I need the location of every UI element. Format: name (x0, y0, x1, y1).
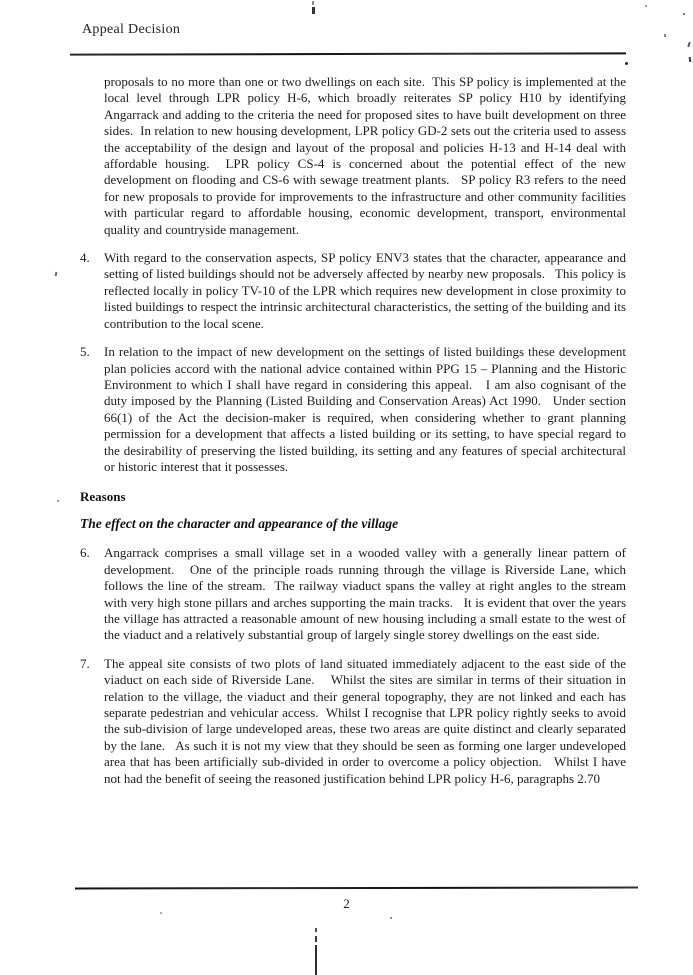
scan-artifact-speck (57, 500, 59, 502)
scan-artifact-speck (390, 917, 392, 919)
paragraph-text: Angarrack comprises a small village set in a wooded valley with a generally linear pattern of development. One of the principle roads running through the village is Riverside Lane, which follows the line of the stream. The railway viaduct spans the valley at right angles to the stream with very high stone pillars and arches supporting the main tracks. It is evident that over the years the village has attracted a reasonable amount of new housing including a small estate to the west of the viaduct and a relatively substantial group of largely single storey dwellings on the east side. (104, 545, 630, 643)
scan-artifact-speck (687, 42, 690, 47)
scan-artifact-speck (55, 272, 58, 276)
paragraph (80, 250, 630, 332)
scan-artifact-top-tick (312, 1, 314, 5)
page-title: Appeal Decision (82, 22, 181, 37)
paragraph (80, 545, 630, 643)
paragraph-number (80, 74, 104, 238)
paragraph-text: In relation to the impact of new development on the settings of listed buildings these development plan policies accord with the national advice contained within PPG 15 – Planning and the Historic Environment to which I shall have regard in considering this appeal. I am also cognisant of the duty imposed by the Planning (Listed Building and Conservation Areas) Act 1990. Under section 66(1) of the Act the decision-maker is required, when considering whether to grant planning permission for a development that affects a listed building or its setting, to have special regard to the desirability of preserving the listed building, its setting and any features of special architectural or historic interest that it possesses. (104, 344, 630, 474)
page-number: 2 (343, 896, 350, 911)
paragraph-text: proposals to no more than one or two dwellings on each site. This SP policy is implemented at the local level through LPR policy H-6, which broadly reiterates SP policy H10 by identifying Angarrack and adding to the criteria the need for proposed sites to have built development on three sides. In relation to new housing development, LPR policy GD-2 sets out the criteria used to assess the acceptability of the design and layout of the proposal and policies H-13 and H-14 deal with affordable housing. LPR policy CS-4 is concerned about the potential effect of the new development on flooding and CS-6 with sewage treatment plants. SP policy R3 refers to the need for new proposals to provide for improvements to the infrastructure and other community facilities with particular regard to affordable housing, economic development, transport, environmental quality and countryside management. (104, 74, 630, 237)
scan-artifact-speck (645, 5, 647, 7)
scan-artifact-fold-mark (315, 945, 317, 975)
paragraph-number: 4. (80, 250, 90, 266)
scan-artifact-top-tick (312, 7, 315, 14)
document-body (80, 74, 630, 799)
paragraph-text: The appeal site consists of two plots of land situated immediately adjacent to the east side of the viaduct on each side of Riverside Lane. Whilst the sites are similar in terms of their situation in relation to the village, the viaduct and their general topography, they are not linked and each has separate pedestrian and vehicular access. Whilst I recognise that LPR policy rightly seeks to avoid the sub-division of large undeveloped areas, these two areas are quite distinct and clearly separated by the lane. As such it is not my view that they should be seen as forming one larger undeveloped area that has been artificially sub-divided in order to overcome a policy objection. Whilst I have not had the benefit of seeing the reasoned justification behind LPR policy H-6, paragraphs 2.70 (104, 655, 630, 786)
paragraph (80, 74, 630, 238)
paragraph-number: 7. (80, 655, 90, 671)
paragraph-text: With regard to the conservation aspects, SP policy ENV3 states that the character, appearance and setting of listed buildings should not be adversely affected by nearby new proposals. This policy is reflected locally in policy TV-10 of the LPR which requires new development in close proximity to listed buildings to respect the intrinsic architectural characteristics, the setting of the building and its contribution to the local scene. (104, 250, 630, 331)
paragraph (80, 655, 630, 787)
scan-artifact-speck (683, 13, 685, 15)
paragraph-number: 6. (80, 545, 90, 561)
subsection-heading: The effect on the character and appearance of the village (80, 516, 399, 532)
scan-artifact-fold-mark (315, 936, 317, 942)
scan-artifact-speck (625, 62, 628, 65)
paragraph (80, 344, 630, 475)
scan-artifact-speck (689, 57, 692, 62)
scan-artifact-fold-mark (315, 928, 317, 932)
section-heading: Reasons (80, 489, 126, 505)
scan-artifact-speck (160, 912, 162, 914)
footer-rule (75, 887, 638, 890)
paragraph-number: 5. (80, 344, 90, 360)
header-rule (70, 52, 626, 55)
scan-artifact-speck (664, 34, 666, 37)
